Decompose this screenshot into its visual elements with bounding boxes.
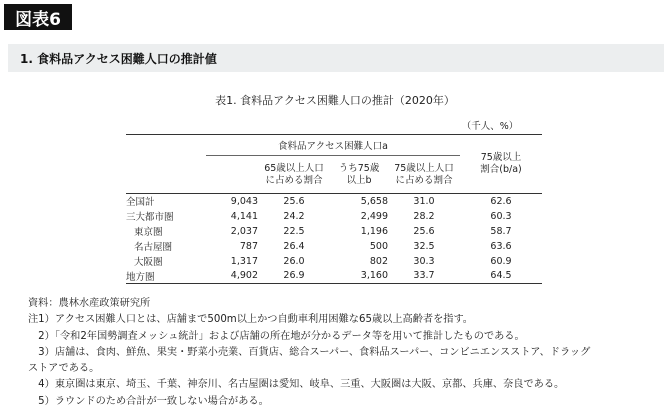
units-label: （千人、%） <box>461 121 519 132</box>
cell-b: 1,196 <box>360 225 388 237</box>
header-share-line1: 75歳以上 <box>480 152 522 163</box>
row-label: 三大都市圏 <box>126 212 174 223</box>
table-row <box>126 224 542 239</box>
cell-a: 4,902 <box>206 269 258 284</box>
table-row <box>126 209 542 224</box>
row-label: 東京圏 <box>134 227 163 238</box>
data-table <box>126 134 542 284</box>
table-title: 表1. 食料品アクセス困難人口の推計（2020年） <box>215 94 455 107</box>
row-label: 名古屋圏 <box>134 242 173 253</box>
cell-ratio65: 25.6 <box>283 195 305 207</box>
cell-ratio75: 28.2 <box>413 210 435 222</box>
cell-b: 802 <box>369 255 388 267</box>
cell-ratio65: 26.4 <box>283 240 305 252</box>
cell-a: 1,317 <box>230 255 258 267</box>
cell-share: 63.6 <box>490 240 512 252</box>
cell-b: 5,658 <box>360 195 388 207</box>
cell-ratio65: 26.0 <box>283 255 305 267</box>
header-ratio75-line2: に占める割合 <box>395 174 453 186</box>
row-label: 全国計 <box>126 197 155 209</box>
row-label: 地方圏 <box>126 269 206 284</box>
header-age75-line1: うち75歳 <box>338 162 380 174</box>
header-ratio75 <box>388 156 460 194</box>
table-row <box>126 254 542 269</box>
cell-b: 500 <box>369 240 388 252</box>
cell-share: 64.5 <box>460 269 542 284</box>
header-group-label: 食料品アクセス困難人口a <box>277 141 389 152</box>
section-heading-text: 1. 食料品アクセス困難人口の推計値 <box>20 51 217 66</box>
row-label: 大阪圏 <box>134 257 163 268</box>
cell-ratio65: 26.9 <box>258 269 330 284</box>
cell-b: 3,160 <box>330 269 388 284</box>
note-3-continued: ストアである。 <box>28 363 100 375</box>
cell-ratio65: 24.2 <box>283 210 305 222</box>
cell-a: 9,043 <box>230 195 258 207</box>
header-age75 <box>330 156 388 194</box>
header-ratio65 <box>258 156 330 194</box>
cell-share: 60.9 <box>490 255 512 267</box>
note-1: 注1）アクセス困難人口とは、店舗まで500m以上かつ自動車利用困難な65歳以上高齢者を指す。 <box>28 314 473 326</box>
note-3: 3）店舗は、食肉、鮮魚、果実・野菜小売業、百貨店、総合スーパー、食料品スーパー、コンビニエンスストア、ドラッグ <box>28 346 591 358</box>
header-share <box>460 135 542 194</box>
table-row <box>126 194 542 209</box>
cell-share: 62.6 <box>490 195 512 207</box>
header-ratio65-line2: に占める割合 <box>265 174 323 186</box>
table-row <box>126 269 542 284</box>
cell-a: 2,037 <box>230 225 258 237</box>
header-ratio75-line1: 75歳以上人口 <box>394 162 454 174</box>
note-5: 5）ラウンドのため合計が一致しない場合がある。 <box>28 395 269 407</box>
cell-ratio75: 31.0 <box>413 195 435 207</box>
cell-ratio75: 32.5 <box>413 240 435 252</box>
header-ratio65-line1: 65歳以上人口 <box>264 162 324 174</box>
cell-a: 787 <box>239 240 258 252</box>
header-share-line2: 割合(b/a) <box>480 164 522 175</box>
cell-share: 60.3 <box>490 210 512 222</box>
header-age75-line2: 以上b <box>346 174 372 186</box>
figure-badge: 図表6 <box>4 4 72 30</box>
notes <box>28 296 658 410</box>
cell-ratio75: 30.3 <box>413 255 435 267</box>
cell-b: 2,499 <box>360 210 388 222</box>
cell-ratio75: 33.7 <box>388 269 460 284</box>
table-row <box>126 239 542 254</box>
note-2: 2）「令和2年国勢調査メッシュ統計」および店舗の所在地が分かるデータ等を用いて推計したものである。 <box>28 330 525 342</box>
note-4: 4）東京圏は東京、埼玉、千葉、神奈川、名古屋圏は愛知、岐阜、三重、大阪圏は大阪、京都、兵庫、奈良である。 <box>28 379 565 391</box>
cell-ratio65: 22.5 <box>283 225 305 237</box>
cell-share: 58.7 <box>490 225 512 237</box>
cell-ratio75: 25.6 <box>413 225 435 237</box>
section-heading <box>8 44 664 72</box>
cell-a: 4,141 <box>230 210 258 222</box>
note-source: 資料：農林水産政策研究所 <box>28 298 151 309</box>
